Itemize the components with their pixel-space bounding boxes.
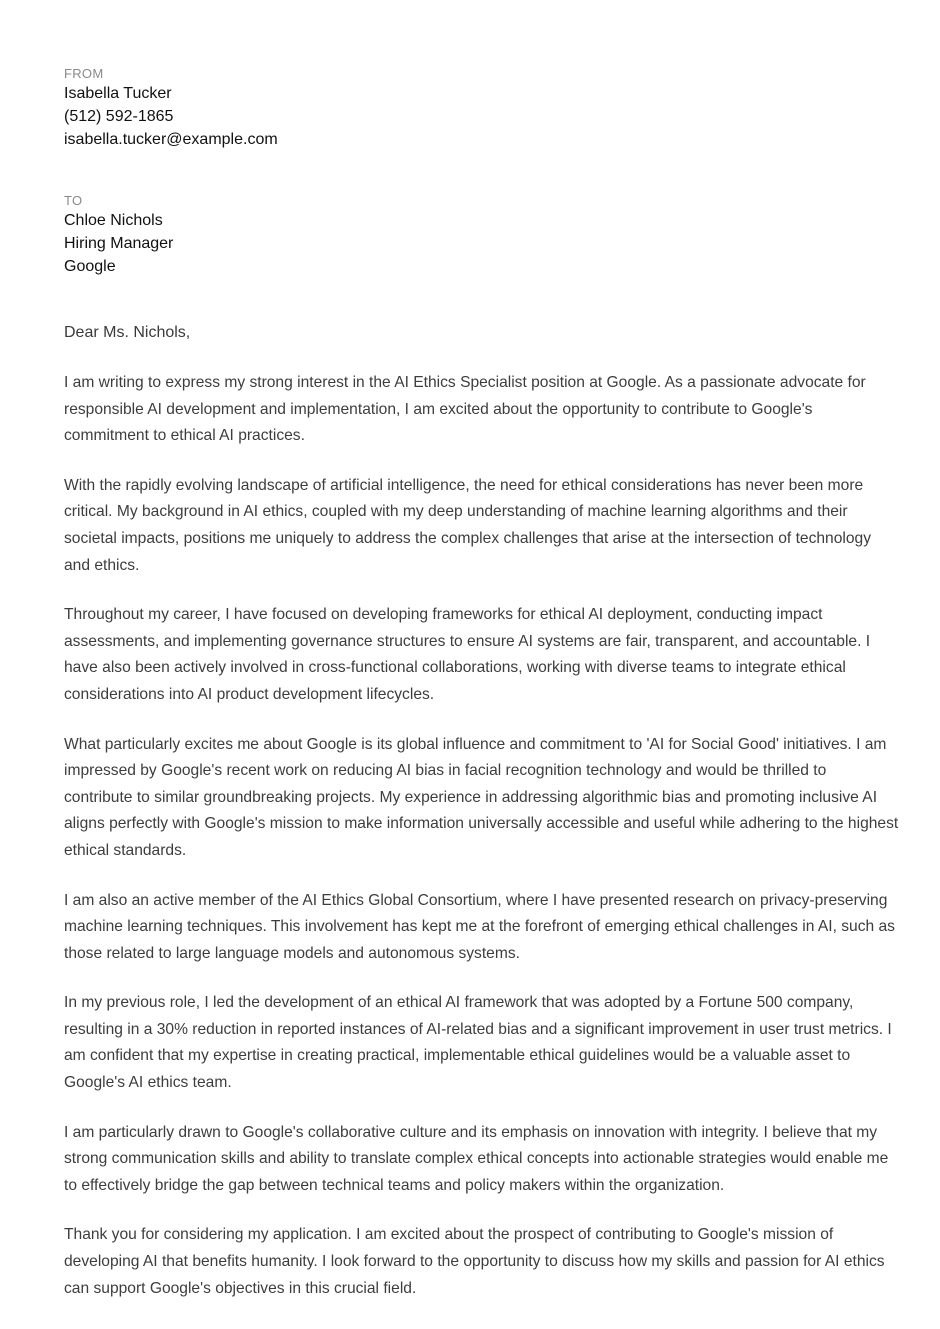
recipient-block <box>64 193 173 278</box>
paragraph: I am writing to express my strong interest in the AI Ethics Specialist position at Google. As a passionate advocate for responsible AI development and implementation, I am excited about the opportunity to contribute to Google's commitment to ethical AI practices. <box>64 374 866 445</box>
from-label: FROM <box>64 66 104 81</box>
paragraph: With the rapidly evolving landscape of artificial intelligence, the need for ethical considerations has never been more critical. My background in AI ethics, coupled with my deep understanding of machine learning algorithms and their societal impacts, positions me uniquely to address the complex challenges that arise at the intersection of technology and ethics. <box>64 476 871 574</box>
salutation: Dear Ms. Nichols, <box>64 324 191 341</box>
recipient-company: Google <box>64 258 116 275</box>
sender-phone: (512) 592-1865 <box>64 108 174 125</box>
sender-email: isabella.tucker@example.com <box>64 131 278 148</box>
sender-block <box>64 66 278 151</box>
sender-name: Isabella Tucker <box>64 85 172 102</box>
to-label: TO <box>64 193 83 208</box>
paragraph: In my previous role, I led the development of an ethical AI framework that was adopted by a Fortune 500 company, resulting in a 30% reduction in reported instances of AI-related bias and a significant improvement in user trust metrics. I am confident that my expertise in creating practical, implementable ethical guidelines would be a valuable asset to Google's AI ethics team. <box>64 994 892 1092</box>
recipient-title: Hiring Manager <box>64 235 174 252</box>
paragraph: Throughout my career, I have focused on developing frameworks for ethical AI deployment, conducting impact assessments, and implementing governance structures to ensure AI systems are fair, transparent, and accountable. I have also been actively involved in cross-functional collaborations, working with diverse teams to integrate ethical considerations into AI product development lifecycles. <box>64 606 871 703</box>
recipient-name: Chloe Nichols <box>64 212 163 229</box>
paragraph: I am particularly drawn to Google's collaborative culture and its emphasis on innovation with integrity. I believe that my strong communication skills and ability to translate complex ethical concepts into actionable strategies would enable me to effectively bridge the gap between technical teams and policy makers within the organization. <box>64 1123 889 1194</box>
letter-body <box>64 370 899 1325</box>
paragraph: I am also an active member of the AI Ethics Global Consortium, where I have presented research on privacy-preserving machine learning techniques. This involvement has kept me at the forefront of emerging ethical challenges in AI, such as those related to large language models and autonomous systems. <box>64 891 895 962</box>
paragraph: What particularly excites me about Google is its global influence and commitment to 'AI for Social Good' initiatives. I am impressed by Google's recent work on reducing AI bias in facial recognition technology and would be thrilled to contribute to similar groundbreaking projects. My experience in addressing algorithmic bias and promoting inclusive AI aligns perfectly with Google's mission to make information universally accessible and useful while adhering to the highest ethical standards. <box>64 735 899 859</box>
paragraph: Thank you for considering my application. I am excited about the prospect of contributing to Google's mission of developing AI that benefits humanity. I look forward to the opportunity to discuss how my skills and passion for AI ethics can support Google's objectives in this crucial field. <box>64 1226 885 1297</box>
